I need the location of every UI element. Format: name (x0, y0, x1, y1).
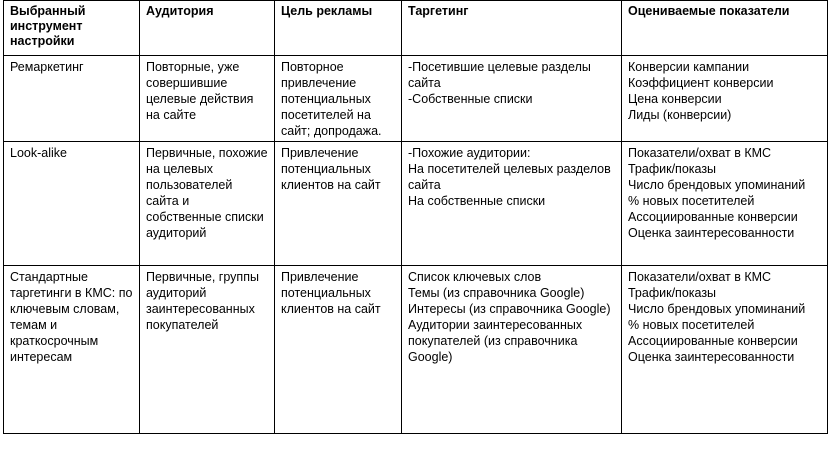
cell-metrics (622, 56, 828, 142)
metric-line: Число брендовых упоминаний (628, 178, 806, 192)
metric-line: Коэффициент конверсии (628, 76, 774, 90)
cell-goal: Повторное привлечение потенциальных посетителей на сайт; допродажа. (275, 56, 402, 142)
metric-line: Конверсии кампании (628, 60, 750, 74)
targeting-line: Темы (из справочника Google) (408, 286, 585, 300)
cell-audience: Первичные, группы аудиторий заинтересованных покупателей (140, 266, 275, 434)
targeting-line: На собственные списки (408, 194, 546, 208)
metric-line: Показатели/охват в КМС (628, 270, 772, 284)
table-row (4, 56, 828, 142)
metric-line: Цена конверсии (628, 92, 722, 106)
targeting-tools-table (3, 0, 828, 434)
cell-goal: Привлечение потенциальных клиентов на сайт (275, 142, 402, 266)
targeting-line: Список ключевых слов (408, 270, 542, 284)
cell-tool: Ремаркетинг (4, 56, 140, 142)
cell-audience: Повторные, уже совершившие целевые действия на сайте (140, 56, 275, 142)
header-row (4, 1, 828, 56)
targeting-line: Аудитории заинтересованных покупателей (из справочника Google) (408, 318, 583, 364)
metric-line: Лиды (конверсии) (628, 108, 732, 122)
metric-line: Показатели/охват в КМС (628, 146, 772, 160)
metric-line: Число брендовых упоминаний (628, 302, 806, 316)
targeting-line: Интересы (из справочника Google) (408, 302, 611, 316)
metric-line: Ассоциированные конверсии (628, 334, 798, 348)
targeting-line: -Похожие аудитории: (408, 146, 531, 160)
cell-tool: Look-alike (4, 142, 140, 266)
header-goal: Цель рекламы (275, 1, 402, 56)
metric-line: % новых посетителей (628, 194, 755, 208)
metric-line: Трафик/показы (628, 162, 717, 176)
metric-line: Оценка заинтересованности (628, 226, 795, 240)
header-targeting: Таргетинг (402, 1, 622, 56)
targeting-line: На посетителей целевых разделов сайта (408, 162, 611, 192)
metric-line: Ассоциированные конверсии (628, 210, 798, 224)
table-container (3, 0, 828, 434)
targeting-line: -Посетившие целевые разделы сайта (408, 60, 591, 90)
metric-line: % новых посетителей (628, 318, 755, 332)
header-audience: Аудитория (140, 1, 275, 56)
cell-targeting (402, 56, 622, 142)
header-metrics: Оцениваемые показатели (622, 1, 828, 56)
cell-targeting (402, 142, 622, 266)
metric-line: Оценка заинтересованности (628, 350, 795, 364)
cell-targeting (402, 266, 622, 434)
cell-metrics (622, 142, 828, 266)
cell-audience: Первичные, похожие на целевых пользователей сайта и собственные списки аудиторий (140, 142, 275, 266)
cell-metrics (622, 266, 828, 434)
targeting-line: -Собственные списки (408, 92, 533, 106)
table-row (4, 142, 828, 266)
header-tool: Выбранный инструмент настройки (4, 1, 140, 56)
cell-goal: Привлечение потенциальных клиентов на сайт (275, 266, 402, 434)
cell-tool: Стандартные таргетинги в КМС: по ключевым словам, темам и краткосрочным интересам (4, 266, 140, 434)
metric-line: Трафик/показы (628, 286, 717, 300)
table-row (4, 266, 828, 434)
